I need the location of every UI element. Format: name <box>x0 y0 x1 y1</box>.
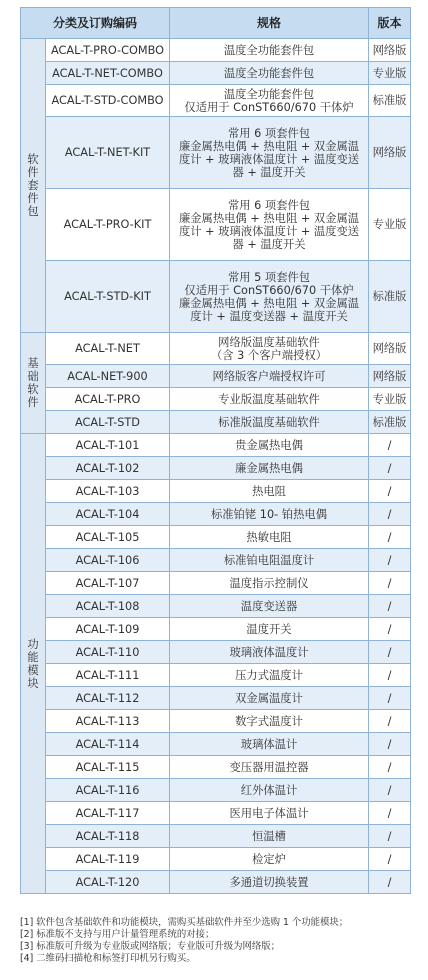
order-code: ACAL-T-119 <box>46 848 170 871</box>
spec-line: 玻璃液体温度计 <box>229 645 309 659</box>
group-label <box>21 39 46 333</box>
spec-line: 数字式温度计 <box>235 714 303 728</box>
version-cell: / <box>369 641 411 664</box>
spec-cell <box>170 802 369 825</box>
spec-cell <box>170 117 369 189</box>
spec-cell <box>170 62 369 85</box>
version-cell: / <box>369 526 411 549</box>
order-code: ACAL-T-106 <box>46 549 170 572</box>
spec-line: 检定炉 <box>252 852 286 866</box>
spec-line: 廉金属热电偶 + 热电阻 + 双金属温 <box>178 139 360 153</box>
spec-line: 温度全功能套件包 <box>223 87 315 101</box>
version-cell: / <box>369 779 411 802</box>
version-cell: / <box>369 871 411 894</box>
spec-cell <box>170 825 369 848</box>
spec-line: 器 + 温度开关 <box>232 237 306 251</box>
spec-cell <box>170 388 369 411</box>
spec-cell <box>170 779 369 802</box>
spec-line: 网络版客户端授权许可 <box>212 369 326 383</box>
spec-cell <box>170 39 369 62</box>
spec-line: 热敏电阻 <box>246 530 292 544</box>
table-row <box>21 457 411 480</box>
order-code: ACAL-T-PRO-COMBO <box>46 39 170 62</box>
version-cell: 专业版 <box>369 388 411 411</box>
group-label <box>21 333 46 434</box>
spec-line: 温度开关 <box>246 622 292 636</box>
table-row <box>21 687 411 710</box>
footnotes <box>20 917 420 965</box>
spec-line: 温度全功能套件包 <box>223 43 315 57</box>
version-cell: / <box>369 664 411 687</box>
header-category: 分类及订购编码 <box>21 8 170 39</box>
spec-cell <box>170 618 369 641</box>
spec-line: 变压器用温控器 <box>229 760 309 774</box>
spec-line: 温度变送器 <box>240 599 298 613</box>
table-row <box>21 62 411 85</box>
order-code: ACAL-T-108 <box>46 595 170 618</box>
table-row <box>21 733 411 756</box>
order-code: ACAL-T-120 <box>46 871 170 894</box>
spec-cell <box>170 189 369 261</box>
spec-cell <box>170 595 369 618</box>
group-label <box>21 434 46 894</box>
spec-line: 廉金属热电偶 + 热电阻 + 双金属温 <box>178 296 360 310</box>
group-name: 软件套件包 <box>27 153 39 218</box>
table-row <box>21 549 411 572</box>
version-cell: / <box>369 618 411 641</box>
version-cell: 网络版 <box>369 333 411 365</box>
table-row <box>21 802 411 825</box>
spec-cell <box>170 871 369 894</box>
spec-cell <box>170 526 369 549</box>
group-name: 功能模块 <box>27 637 39 690</box>
spec-line: 廉金属热电偶 + 热电阻 + 双金属温 <box>178 211 360 225</box>
spec-cell <box>170 756 369 779</box>
spec-line: 压力式温度计 <box>235 668 303 682</box>
version-cell: / <box>369 848 411 871</box>
table-row <box>21 503 411 526</box>
order-code: ACAL-T-114 <box>46 733 170 756</box>
spec-line: 标准铂电阻温度计 <box>223 553 315 567</box>
spec-cell <box>170 85 369 117</box>
order-code: ACAL-T-104 <box>46 503 170 526</box>
spec-cell <box>170 572 369 595</box>
version-cell: / <box>369 687 411 710</box>
order-code: ACAL-T-109 <box>46 618 170 641</box>
spec-line: 度计 + 温度变送器 + 温度开关 <box>190 309 348 323</box>
table-row <box>21 261 411 333</box>
header-version: 版本 <box>369 8 411 39</box>
table-row <box>21 825 411 848</box>
spec-line: 热电阻 <box>252 484 286 498</box>
table-row <box>21 434 411 457</box>
order-code: ACAL-T-115 <box>46 756 170 779</box>
spec-line: 医用电子体温计 <box>229 806 309 820</box>
table-row <box>21 85 411 117</box>
footnote-4: [4] 二维码扫描枪和标签打印机另行购买。 <box>20 953 196 964</box>
table-row <box>21 779 411 802</box>
order-code: ACAL-T-STD-KIT <box>46 261 170 333</box>
spec-line: 双金属温度计 <box>235 691 303 705</box>
order-code: ACAL-T-NET-KIT <box>46 117 170 189</box>
spec-line: 温度全功能套件包 <box>223 66 315 80</box>
spec-cell <box>170 434 369 457</box>
version-cell: 标准版 <box>369 85 411 117</box>
table-row <box>21 333 411 365</box>
spec-line: 常用 6 项套件包 <box>227 126 311 140</box>
table-row <box>21 756 411 779</box>
order-code: ACAL-T-111 <box>46 664 170 687</box>
version-cell: / <box>369 480 411 503</box>
spec-line: 温度指示控制仪 <box>229 576 309 590</box>
version-cell: / <box>369 756 411 779</box>
spec-line: 标准铂铑 10- 铂热电偶 <box>211 507 328 521</box>
order-code: ACAL-T-PRO <box>46 388 170 411</box>
spec-line: 器 + 温度开关 <box>232 165 306 179</box>
table-row <box>21 710 411 733</box>
table-row <box>21 618 411 641</box>
table-row <box>21 595 411 618</box>
spec-cell <box>170 664 369 687</box>
table-row <box>21 572 411 595</box>
order-code: ACAL-T-STD-COMBO <box>46 85 170 117</box>
spec-cell <box>170 333 369 365</box>
table-row <box>21 480 411 503</box>
table-row <box>21 664 411 687</box>
table-row <box>21 411 411 434</box>
order-code: ACAL-T-107 <box>46 572 170 595</box>
table-row <box>21 871 411 894</box>
version-cell: 网络版 <box>369 39 411 62</box>
spec-line: 常用 6 项套件包 <box>227 198 311 212</box>
footnote-2: [2] 标准版不支持与用户计量管理系统的对接； <box>20 929 215 940</box>
order-code: ACAL-NET-900 <box>46 365 170 388</box>
version-cell: 专业版 <box>369 62 411 85</box>
version-cell: 专业版 <box>369 189 411 261</box>
spec-line: 红外体温计 <box>240 783 298 797</box>
spec-line: 网络版温度基础软件 <box>218 335 320 349</box>
version-cell: / <box>369 595 411 618</box>
ordering-table <box>20 7 411 894</box>
version-cell: 网络版 <box>369 117 411 189</box>
version-cell: 标准版 <box>369 261 411 333</box>
version-cell: 网络版 <box>369 365 411 388</box>
table-row <box>21 365 411 388</box>
spec-line: 度计 + 玻璃液体温度计 + 温度变送 <box>178 152 360 166</box>
footnote-3: [3] 标准版可升级为专业版或网络版；专业版可升级为网络版； <box>20 941 281 952</box>
spec-line: 贵金属热电偶 <box>235 438 303 452</box>
spec-line: 多通道切换装置 <box>229 875 309 889</box>
spec-line: 仅适用于 ConST660/670 干体炉 <box>184 283 354 297</box>
version-cell: / <box>369 549 411 572</box>
spec-cell <box>170 411 369 434</box>
header-spec: 规格 <box>170 8 369 39</box>
order-code: ACAL-T-NET <box>46 333 170 365</box>
table-row <box>21 641 411 664</box>
version-cell: / <box>369 503 411 526</box>
spec-line: 廉金属热电偶 <box>235 461 303 475</box>
spec-line: （含 3 个客户端授权） <box>210 348 328 362</box>
order-code: ACAL-T-101 <box>46 434 170 457</box>
order-code: ACAL-T-118 <box>46 825 170 848</box>
version-cell: / <box>369 710 411 733</box>
spec-line: 常用 5 项套件包 <box>227 270 311 284</box>
spec-cell <box>170 641 369 664</box>
spec-cell <box>170 261 369 333</box>
spec-cell <box>170 549 369 572</box>
version-cell: 标准版 <box>369 411 411 434</box>
spec-line: 仅适用于 ConST660/670 干体炉 <box>184 100 354 114</box>
table-row <box>21 848 411 871</box>
spec-cell <box>170 687 369 710</box>
table-header-row <box>21 8 411 39</box>
spec-cell <box>170 710 369 733</box>
spec-cell <box>170 733 369 756</box>
version-cell: / <box>369 733 411 756</box>
spec-line: 专业版温度基础软件 <box>218 392 320 406</box>
spec-line: 标准版温度基础软件 <box>218 415 320 429</box>
version-cell: / <box>369 825 411 848</box>
spec-cell <box>170 480 369 503</box>
order-code: ACAL-T-PRO-KIT <box>46 189 170 261</box>
table-row <box>21 39 411 62</box>
order-code: ACAL-T-STD <box>46 411 170 434</box>
version-cell: / <box>369 572 411 595</box>
version-cell: / <box>369 802 411 825</box>
order-code: ACAL-T-NET-COMBO <box>46 62 170 85</box>
order-code: ACAL-T-105 <box>46 526 170 549</box>
spec-cell <box>170 457 369 480</box>
spec-cell <box>170 365 369 388</box>
table-row <box>21 526 411 549</box>
order-code: ACAL-T-103 <box>46 480 170 503</box>
spec-line: 度计 + 玻璃液体温度计 + 温度变送 <box>178 224 360 238</box>
order-code: ACAL-T-117 <box>46 802 170 825</box>
table-body <box>21 39 411 894</box>
table-row <box>21 189 411 261</box>
order-code: ACAL-T-113 <box>46 710 170 733</box>
table-row <box>21 388 411 411</box>
spec-line: 恒温槽 <box>252 829 286 843</box>
spec-cell <box>170 848 369 871</box>
order-code: ACAL-T-116 <box>46 779 170 802</box>
order-code: ACAL-T-110 <box>46 641 170 664</box>
spec-cell <box>170 503 369 526</box>
table-row <box>21 117 411 189</box>
version-cell: / <box>369 434 411 457</box>
spec-line: 玻璃体温计 <box>240 737 298 751</box>
footnote-1: [1] 软件包含基础软件和功能模块，需购买基础软件并至少选购 1 个功能模块； <box>20 917 349 928</box>
version-cell: / <box>369 457 411 480</box>
group-name: 基础软件 <box>27 357 39 409</box>
order-code: ACAL-T-112 <box>46 687 170 710</box>
order-code: ACAL-T-102 <box>46 457 170 480</box>
